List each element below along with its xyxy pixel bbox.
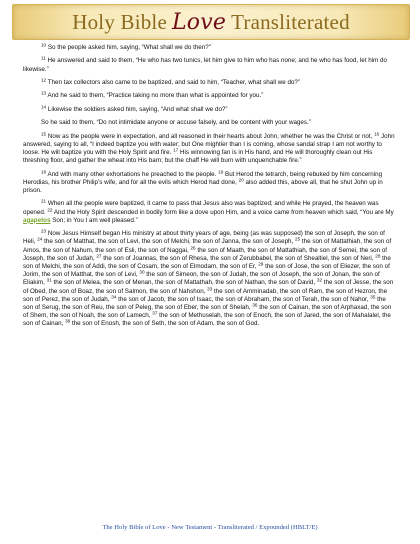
verse-number: 20	[238, 177, 244, 183]
header-title	[72, 10, 350, 35]
verse-text: Likewise the soldiers asked him, saying, “And what shall we do?”	[47, 105, 228, 113]
verse-text: His winnowing fan is in His hand, and He will thoroughly clean out His threshing floor, and gather the wheat into His barn; but the chaff He will burn with unquenchable fire.”	[23, 148, 373, 165]
verse-number: 18	[41, 169, 47, 175]
verse-number: 23	[41, 228, 47, 234]
verse-text: Then tax collectors also came to be baptized, and said to him, “Teacher, what shall we do?”	[47, 78, 300, 86]
verse-text: the son of Serug, the son of Reu, the son of Peleg, the son of Eber, the son of Shelah,	[23, 295, 386, 311]
verse-paragraph	[23, 79, 397, 87]
verse-text: the son of Jacob, the son of Isaac, the son of Abraham, the son of Terah, the son of Nahor,	[118, 295, 369, 303]
verse-text: So he said to them, “Do not intimidate anyone or accuse falsely, and be content with your wages.”	[41, 119, 311, 127]
verse-text: the son of Maath, the son of Mattathiah, the son of Semei, the son of Joseph, the son of Judah,	[23, 246, 388, 262]
verse-number: 15	[41, 131, 47, 137]
verse-text: So the people asked him, saying, “What shall we do then?”	[47, 44, 211, 51]
verse-paragraph	[23, 171, 397, 196]
verse-paragraph	[23, 92, 397, 100]
verse-number: 14	[41, 104, 47, 110]
verse-text: And he said to them, “Practice taking no more than what is appointed for you.”	[47, 92, 264, 100]
verse-number: 21	[41, 199, 47, 205]
verse-paragraph	[23, 57, 397, 73]
verse-number: 19	[218, 169, 224, 175]
verse-text: the son of Amminadab, the son of Ram, the son of Hezron, the son of Perez, the son of Judah,	[23, 287, 388, 303]
verse-text: When all the people were baptized, it came to pass that Jesus also was baptized; and while He prayed, the heaven was opened.	[23, 200, 379, 216]
verse-text: Now as the people were in expectation, and all reasoned in their hearts about John, whether he was the Christ or not,	[47, 132, 373, 140]
verse-text: the son of Enosh, the son of Seth, the son of Adam, the son of God.	[71, 320, 260, 328]
verse-text: the son of Matthat, the son of Levi, the son of Melchi, the son of Janna, the son of Joseph,	[44, 238, 294, 246]
verse-number: 35	[370, 294, 376, 300]
verse-number: 31	[46, 278, 52, 284]
verse-text: the son of Jose, the son of Eliezer, the son of Jorim, the son of Matthat, the son of Levi,	[23, 262, 390, 279]
verse-text: And the Holy Spirit descended in bodily form like a dove upon Him, and a voice came from heaven which said, “You are My	[53, 208, 394, 216]
verse-text: the son of Methuselah, the son of Enoch, the son of Jared, the son of Mahalalel, the son of Cainan,	[23, 312, 391, 328]
verse-number: 11	[41, 56, 46, 62]
verse-text: But Herod the tetrarch, being rebuked by him concerning Herodias, his brother Philip’s wife, and for all the evils which Herod had done,	[23, 170, 383, 186]
verse-number: 10	[41, 42, 47, 48]
verse-text: the son of Simeon, the son of Judah, the son of Joseph, the son of Jonan, the son of Eliakim,	[23, 271, 380, 287]
verse-text: John answered, saying to all, “I indeed baptize you with water; but One mightier than I is coming, whose sandal strap I am not worthy to loose. He will baptize you with the Holy Spirit and fire.	[23, 132, 395, 156]
header-title-part2: Transliterated	[231, 9, 350, 34]
verse-number: 22	[47, 207, 53, 213]
verse-paragraph	[23, 230, 397, 328]
verse-number: 13	[41, 91, 47, 97]
verse-number: 38	[65, 319, 71, 325]
verse-text: also added this, above all, that he shut John up in prison.	[23, 178, 383, 194]
verse-number: 29	[258, 261, 264, 267]
verse-number: 24	[37, 237, 43, 243]
verse-paragraph	[23, 119, 397, 127]
verse-number: 17	[173, 147, 179, 153]
verse-number: 12	[41, 77, 47, 83]
verse-text: Son; in You I am well pleased.”	[52, 216, 138, 224]
verse-number: 26	[190, 245, 196, 251]
verse-number: 16	[374, 131, 380, 137]
verse-paragraph	[23, 44, 397, 52]
verse-text: the son of Mattathiah, the son of Amos, the son of Nahum, the son of Esli, the son of Naggai,	[23, 238, 392, 254]
greek-word-link[interactable]: agapetos	[23, 216, 51, 224]
verse-paragraph	[23, 133, 397, 166]
verse-text: the son of Joannas, the son of Rhesa, the son of Zerubbabel, the son of Shealtiel, the son of Neri,	[103, 254, 374, 262]
verse-number: 32	[316, 278, 323, 284]
header-title-part1: Holy Bible	[72, 9, 167, 34]
scripture-text	[23, 44, 397, 334]
verse-number: 36	[252, 302, 258, 308]
verse-number: 27	[96, 253, 102, 259]
verse-number: 33	[207, 286, 213, 292]
verse-number: 25	[295, 237, 301, 243]
header-title-love: Love	[171, 9, 227, 35]
verse-text: Now Jesus Himself began His ministry at about thirty years of age, being (as was supposed) the son of Joseph, the son of Heli,	[23, 230, 385, 246]
verse-number: 28	[375, 253, 381, 259]
verse-number: 37	[152, 310, 158, 316]
page-footer: The Holy Bible of Love - New Testament - Transliterated / Expounded (HBLT/E)	[102, 524, 318, 531]
verse-number: 30	[139, 269, 145, 275]
verse-number: 34	[111, 294, 117, 300]
verse-text: the son of Melea, the son of Menan, the son of Mattathah, the son of Nathan, the son of David,	[53, 279, 316, 287]
header-banner	[12, 4, 410, 40]
verse-text: the son of Jesse, the son of Obed, the son of Boaz, the son of Salmon, the son of Nahshon,	[23, 279, 394, 295]
verse-paragraph	[23, 106, 397, 114]
verse-paragraph	[23, 200, 397, 225]
verse-text: And with many other exhortations he preached to the people.	[47, 170, 217, 178]
verse-text: the son of Melchi, the son of Addi, the son of Cosam, the son of Elmodam, the son of Er,	[23, 254, 391, 270]
verse-text: He answered and said to them, “He who has two tunics, let him give to him who has none; and he who has food, let him do likewise.”	[23, 57, 387, 73]
verse-text: the son of Cainan, the son of Arphaxad, the son of Shem, the son of Noah, the son of Lamech,	[23, 303, 392, 320]
